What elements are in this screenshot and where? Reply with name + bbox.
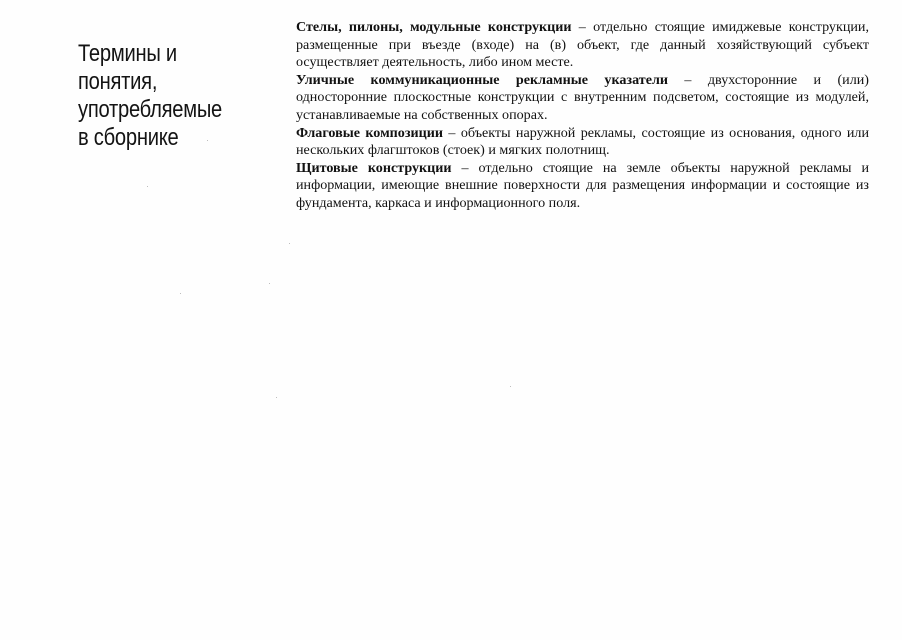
- term-definition: – двухсторонние и (или) односторонние плоскостные конструкции с внутренним подсветом, состоящие из модулей, устанавливаемые на собственных опорах.: [296, 71, 869, 123]
- term-name: Стелы, пилоны, модульные конструкции: [296, 19, 572, 35]
- terms-list: [296, 19, 869, 213]
- scan-speck: [207, 140, 208, 141]
- scan-speck: [269, 283, 270, 284]
- scan-speck: [276, 397, 277, 398]
- term-entry: [296, 72, 869, 125]
- scan-speck: [289, 243, 290, 244]
- term-entry: [296, 125, 869, 160]
- term-entry: [296, 160, 869, 213]
- term-definition: – объекты наружной рекламы, состоящие из основания, одного или нескольких флагштоков (стоек) и мягких полотнищ.: [296, 124, 869, 159]
- term-name: Уличные коммуникационные рекламные указатели: [296, 71, 668, 88]
- scan-speck: [180, 293, 181, 294]
- scan-speck: [510, 386, 511, 387]
- term-name: Щитовые конструкции: [296, 159, 452, 176]
- scan-speck: [147, 186, 148, 187]
- section-title: Термины и понятия, употребляемые в сборнике: [78, 40, 223, 151]
- term-definition: – отдельно стоящие имиджевые конструкции, размещенные при въезде (входе) на (в) объект, где данный хозяйствующий субъект осуществляет деятельность, либо ином месте.: [296, 19, 869, 71]
- term-entry: [296, 19, 869, 72]
- term-definition: – отдельно стоящие на земле объекты наружной рекламы и информации, имеющие внешние поверхности для размещения информации и состоящие из фундамента, каркаса и информационного поля.: [296, 159, 870, 211]
- term-name: Флаговые композиции: [296, 124, 443, 141]
